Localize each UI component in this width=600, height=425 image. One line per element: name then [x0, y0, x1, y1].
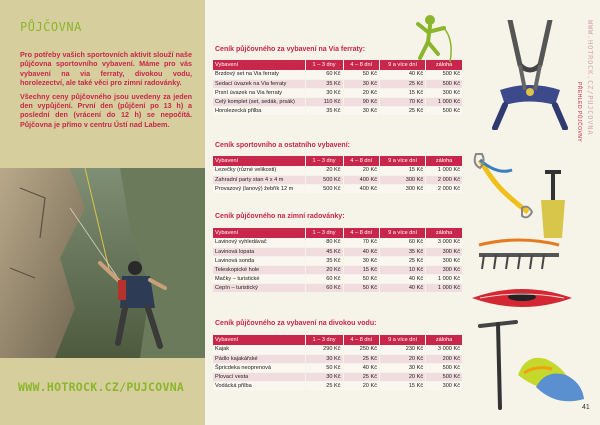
- table-via-ferraty: [213, 60, 463, 116]
- price-cell: 30 Kč: [305, 372, 343, 381]
- price-cell: 20 Kč: [305, 166, 343, 175]
- pujcovna-url[interactable]: WWW.HOTROCK.CZ/PUJCOVNA: [18, 380, 185, 394]
- price-cell: 290 Kč: [305, 345, 343, 354]
- column-header: 4 – 8 dní: [343, 156, 379, 166]
- price-cell: 50 Kč: [343, 283, 379, 292]
- intro-text: [20, 50, 192, 129]
- price-cell: 20 Kč: [343, 166, 379, 175]
- item-name-cell: Celý komplet (set, sedák, prsák): [213, 97, 305, 106]
- table-row: [213, 274, 463, 283]
- price-cell: 500 Kč: [305, 184, 343, 193]
- item-name-cell: Teleskopické hole: [213, 265, 305, 274]
- harness-icon: [490, 20, 570, 130]
- column-header: Vybavení: [213, 156, 305, 166]
- item-name-cell: Lavinový vyhledávač: [213, 238, 305, 247]
- price-cell: 300 Kč: [380, 184, 426, 193]
- price-cell: 1 000 Kč: [426, 97, 463, 106]
- price-cell: 3 000 Kč: [426, 238, 463, 247]
- item-name-cell: Lezečky (různé velikosti): [213, 166, 305, 175]
- price-cell: 10 Kč: [380, 265, 426, 274]
- price-cell: 500 Kč: [426, 363, 463, 372]
- price-cell: 35 Kč: [380, 247, 426, 256]
- price-cell: 300 Kč: [380, 175, 426, 184]
- table-row: [213, 354, 463, 363]
- price-cell: 30 Kč: [305, 88, 343, 97]
- price-cell: 30 Kč: [380, 363, 426, 372]
- price-cell: 110 Kč: [305, 97, 343, 106]
- price-cell: 2 000 Kč: [426, 175, 463, 184]
- price-cell: 60 Kč: [305, 274, 343, 283]
- price-cell: 15 Kč: [380, 381, 426, 390]
- price-cell: 25 Kč: [343, 372, 379, 381]
- column-header: Vybavení: [213, 228, 305, 238]
- table-row: [213, 106, 463, 115]
- price-cell: 15 Kč: [343, 265, 379, 274]
- shovel-icon: [538, 170, 568, 242]
- price-cell: 230 Kč: [380, 345, 426, 354]
- price-cell: 60 Kč: [305, 283, 343, 292]
- item-name-cell: Plovací vesta: [213, 372, 305, 381]
- price-cell: 300 Kč: [426, 381, 463, 390]
- price-cell: 45 Kč: [305, 247, 343, 256]
- item-name-cell: Brzdový set na Via ferraty: [213, 70, 305, 79]
- price-cell: 400 Kč: [343, 175, 379, 184]
- item-name-cell: Vodácká přilba: [213, 381, 305, 390]
- item-name-cell: Kajak: [213, 345, 305, 354]
- price-cell: 500 Kč: [426, 372, 463, 381]
- price-cell: 25 Kč: [380, 256, 426, 265]
- price-cell: 40 Kč: [343, 247, 379, 256]
- section-title-via-ferraty: Ceník půjčovného za vybavení na Via ferraty:: [215, 46, 366, 53]
- price-cell: 3 000 Kč: [426, 345, 463, 354]
- table-header-row: [213, 335, 463, 345]
- table-row: [213, 238, 463, 247]
- price-cell: 25 Kč: [380, 106, 426, 115]
- column-header: 9 a více dní: [380, 228, 426, 238]
- left-panel: [0, 0, 205, 425]
- table-row: [213, 265, 463, 274]
- table-row: [213, 97, 463, 106]
- price-cell: 60 Kč: [305, 70, 343, 79]
- section-title-water: Ceník půjčovného za vybavení na divokou vodu:: [215, 320, 377, 327]
- column-header: 4 – 8 dní: [343, 228, 379, 238]
- price-cell: 20 Kč: [380, 372, 426, 381]
- column-header: 1 – 3 dny: [305, 228, 343, 238]
- table-row: [213, 256, 463, 265]
- price-cell: 25 Kč: [380, 79, 426, 88]
- table-row: [213, 381, 463, 390]
- price-cell: 25 Kč: [305, 381, 343, 390]
- price-cell: 500 Kč: [426, 106, 463, 115]
- item-name-cell: Lavinová lopata: [213, 247, 305, 256]
- price-cell: 30 Kč: [343, 79, 379, 88]
- price-cell: 40 Kč: [343, 363, 379, 372]
- column-header: 4 – 8 dní: [343, 60, 379, 70]
- price-cell: 70 Kč: [343, 238, 379, 247]
- climber-logo-icon: [410, 10, 458, 65]
- climbing-shoes-icon: [516, 345, 586, 405]
- item-name-cell: Provazový (lanový) žebřík 12 m: [213, 184, 305, 193]
- price-cell: 90 Kč: [343, 97, 379, 106]
- price-cell: 500 Kč: [426, 70, 463, 79]
- price-cell: 50 Kč: [343, 274, 379, 283]
- table-row: [213, 283, 463, 292]
- ice-axe-icon: [478, 320, 518, 410]
- item-name-cell: Pádlo kajakářské: [213, 354, 305, 363]
- price-cell: 30 Kč: [343, 106, 379, 115]
- column-header: 1 – 3 dny: [305, 335, 343, 345]
- price-cell: 50 Kč: [305, 363, 343, 372]
- item-name-cell: Mačky – turistické: [213, 274, 305, 283]
- lanyard-icon: [472, 150, 534, 222]
- gear-panel: [470, 0, 600, 425]
- table-row: [213, 79, 463, 88]
- kayak-icon: [470, 280, 574, 318]
- page-number: 41: [582, 404, 590, 411]
- price-cell: 25 Kč: [343, 354, 379, 363]
- item-name-cell: Cepín – turistický: [213, 283, 305, 292]
- price-cell: 250 Kč: [343, 345, 379, 354]
- price-cell: 1 000 Kč: [426, 166, 463, 175]
- column-header: Vybavení: [213, 60, 305, 70]
- price-cell: 20 Kč: [343, 88, 379, 97]
- price-cell: 40 Kč: [380, 283, 426, 292]
- item-name-cell: Prsní úvazek na Via ferraty: [213, 88, 305, 97]
- price-cell: 50 Kč: [343, 70, 379, 79]
- column-header: záloha: [426, 156, 463, 166]
- price-cell: 30 Kč: [305, 354, 343, 363]
- intro-paragraph-2: Všechny ceny půjčovného jsou uvedeny za jeden den vypůjčení. První den (půjčení po 13 h) a poslední den (vrácení do 12 h) se nepočítá. Půjčovna je přímo v centru Ústí nad Labem.: [20, 91, 192, 129]
- column-header: záloha: [426, 60, 463, 70]
- section-title-winter: Ceník půjčovného na zimní radovánky:: [215, 213, 345, 220]
- column-header: záloha: [426, 228, 463, 238]
- table-row: [213, 175, 463, 184]
- price-cell: 35 Kč: [305, 256, 343, 265]
- table-header-row: [213, 156, 463, 166]
- column-header: 9 a více dní: [380, 335, 426, 345]
- table-row: [213, 247, 463, 256]
- table-row: [213, 184, 463, 193]
- column-header: 1 – 3 dny: [305, 156, 343, 166]
- item-name-cell: Horolezecká přilba: [213, 106, 305, 115]
- table-row: [213, 372, 463, 381]
- price-cell: 20 Kč: [380, 354, 426, 363]
- table-header-row: [213, 228, 463, 238]
- table-row: [213, 363, 463, 372]
- item-name-cell: Zahradní party stan 4 x 4 m: [213, 175, 305, 184]
- price-cell: 20 Kč: [305, 265, 343, 274]
- price-cell: 1 000 Kč: [426, 274, 463, 283]
- section-title-sport: Ceník sportovního a ostatního vybavení:: [215, 142, 350, 149]
- price-cell: 400 Kč: [343, 184, 379, 193]
- column-header: 9 a více dní: [380, 60, 426, 70]
- price-cell: 40 Kč: [380, 70, 426, 79]
- price-cell: 60 Kč: [380, 238, 426, 247]
- item-name-cell: Sedací úvazek na Via ferraty: [213, 79, 305, 88]
- vertical-caption: PŘEHLED PŮJČOVNY: [576, 82, 582, 143]
- price-cell: 15 Kč: [380, 166, 426, 175]
- column-header: 9 a více dní: [380, 156, 426, 166]
- table-row: [213, 345, 463, 354]
- price-cell: 20 Kč: [343, 381, 379, 390]
- column-header: 4 – 8 dní: [343, 335, 379, 345]
- crampons-icon: [474, 235, 564, 285]
- price-cell: 200 Kč: [426, 354, 463, 363]
- column-header: záloha: [426, 335, 463, 345]
- price-cell: 300 Kč: [426, 256, 463, 265]
- price-cell: 1 000 Kč: [426, 283, 463, 292]
- table-row: [213, 166, 463, 175]
- table-row: [213, 70, 463, 79]
- column-header: 1 – 3 dny: [305, 60, 343, 70]
- price-cell: 35 Kč: [305, 79, 343, 88]
- table-winter: [213, 228, 463, 293]
- price-cell: 300 Kč: [426, 88, 463, 97]
- item-name-cell: Lavinová sonda: [213, 256, 305, 265]
- intro-paragraph-1: Pro potřeby vašich sportovních aktivit slouží naše půjčovna sportovního vybavení. Máme pro vás vybavení na via ferraty, divokou vodu, horolezectví, ale také věci pro zimní radovánky.: [20, 50, 192, 88]
- price-cell: 35 Kč: [305, 106, 343, 115]
- price-cell: 40 Kč: [380, 274, 426, 283]
- price-cell: 80 Kč: [305, 238, 343, 247]
- price-cell: 15 Kč: [380, 88, 426, 97]
- vertical-url: WWW.HOTROCK.CZ/PUJCOVNA: [586, 20, 594, 136]
- column-header: Vybavení: [213, 335, 305, 345]
- page-title: PŮJČOVNA: [20, 20, 82, 34]
- price-cell: 500 Kč: [426, 79, 463, 88]
- price-cell: 300 Kč: [426, 247, 463, 256]
- table-water: [213, 335, 463, 391]
- item-name-cell: Špricdeka neoprenová: [213, 363, 305, 372]
- price-cell: 2 000 Kč: [426, 184, 463, 193]
- climber-photo: [0, 168, 205, 358]
- price-cell: 30 Kč: [343, 256, 379, 265]
- price-cell: 500 Kč: [305, 175, 343, 184]
- price-cell: 70 Kč: [380, 97, 426, 106]
- table-row: [213, 88, 463, 97]
- price-cell: 300 Kč: [426, 265, 463, 274]
- table-sport: [213, 156, 463, 194]
